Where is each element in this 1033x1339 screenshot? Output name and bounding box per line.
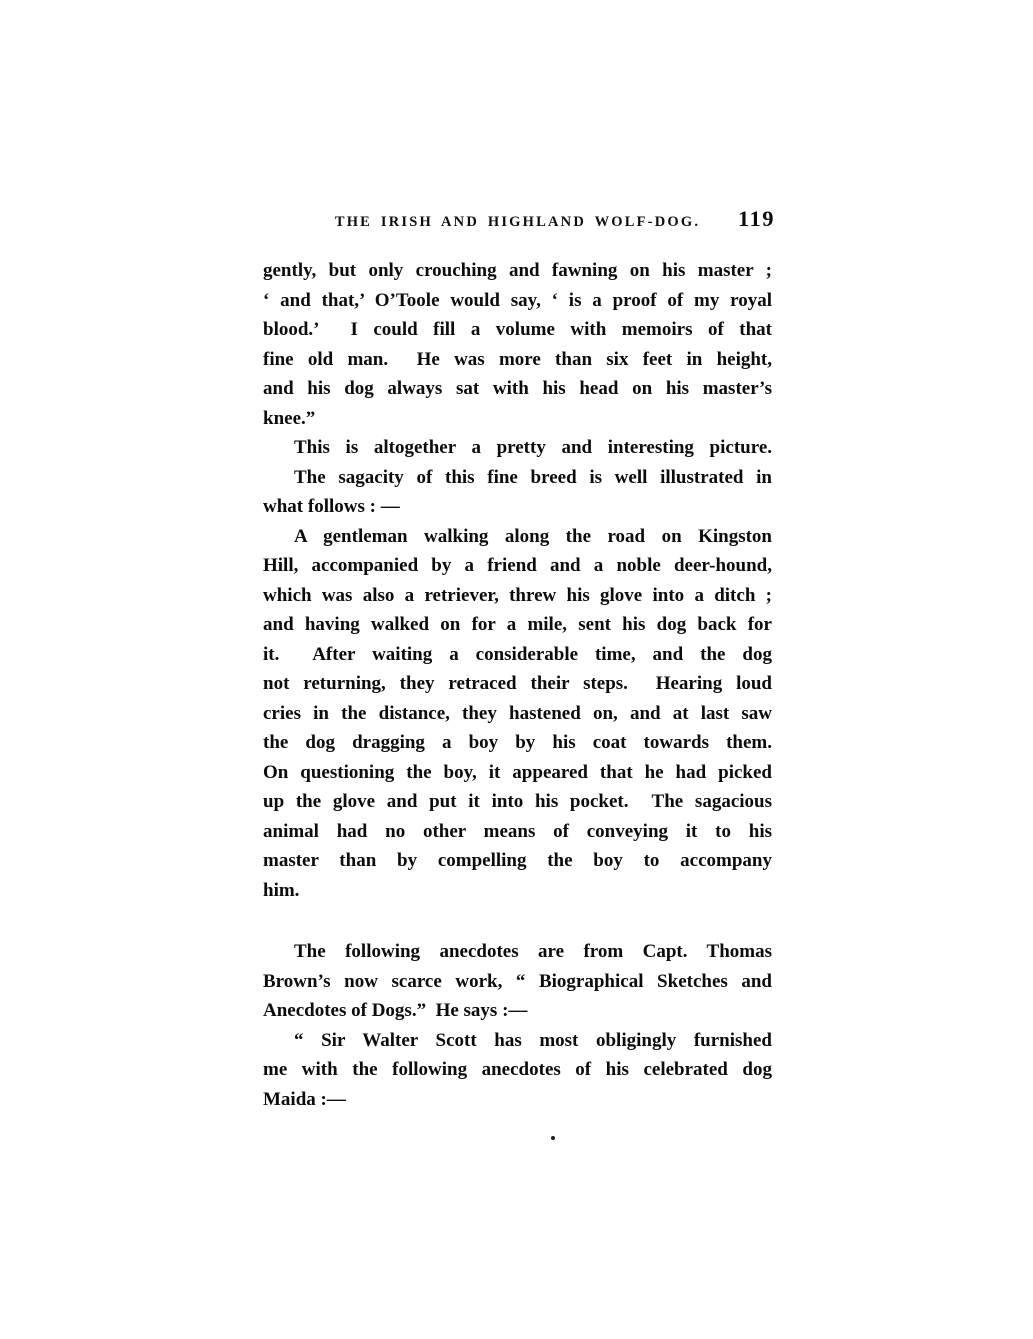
- paragraph: [263, 463, 772, 522]
- text-line: knee.”: [263, 407, 316, 429]
- text-line: Brown’s now scarce work, “ Biographical Sketches and: [263, 970, 772, 992]
- ink-speck: [551, 1136, 555, 1140]
- text-line: The following anecdotes are from Capt. Thomas: [294, 941, 772, 962]
- text-line: “ Sir Walter Scott has most obligingly furnished: [294, 1029, 772, 1051]
- text-line: me with the following anecdotes of his celebrated dog: [263, 1059, 772, 1080]
- text-line: and his dog always sat with his head on his master’s: [263, 378, 772, 399]
- text-line: which was also a retriever, threw his glove into a ditch ;: [263, 584, 772, 606]
- text-line: him.: [263, 879, 300, 901]
- text-line: cries in the distance, they hastened on, and at last saw: [263, 702, 772, 724]
- text-line: master than by compelling the boy to accompany: [263, 850, 772, 871]
- text-line: On questioning the boy, it appeared that he had picked: [263, 761, 772, 783]
- text-line: This is altogether a pretty and interesting picture.: [294, 437, 772, 458]
- text-line: up the glove and put it into his pocket. The sagacious: [263, 791, 772, 812]
- text-line: what follows : —: [263, 496, 400, 517]
- paragraph: [263, 1026, 772, 1115]
- text-line: Anecdotes of Dogs.” He says :—: [263, 1000, 528, 1021]
- paragraph: [263, 433, 772, 463]
- paragraph: [263, 256, 772, 433]
- paragraph: [263, 937, 772, 1026]
- page-number: 119: [737, 206, 775, 231]
- text-line: A gentleman walking along the road on Kingston: [294, 525, 772, 547]
- text-line: ‘ and that,’ O’Toole would say, ‘ is a proof of my royal: [263, 289, 772, 311]
- text-line: and having walked on for a mile, sent his dog back for: [263, 614, 772, 635]
- text-line: Hill, accompanied by a friend and a noble deer-hound,: [263, 555, 772, 576]
- text-line: gently, but only crouching and fawning on his master ;: [263, 260, 772, 281]
- text-line: animal had no other means of conveying it to his: [263, 820, 772, 842]
- text-line: it. After waiting a considerable time, and the dog: [263, 643, 772, 665]
- text-line: Maida :—: [263, 1088, 346, 1110]
- text-line: not returning, they retraced their steps. Hearing loud: [263, 673, 772, 694]
- text-line: The sagacity of this fine breed is well illustrated in: [294, 466, 772, 488]
- body-text: [263, 256, 772, 1114]
- text-line: the dog dragging a boy by his coat towards them.: [263, 732, 772, 753]
- running-header-title: THE IRISH AND HIGHLAND WOLF-DOG.: [334, 214, 701, 230]
- running-header: [263, 206, 775, 231]
- text-line: blood.’ I could fill a volume with memoirs of that: [263, 319, 772, 340]
- text-line: fine old man. He was more than six feet in height,: [263, 348, 772, 370]
- paragraph: [263, 522, 772, 906]
